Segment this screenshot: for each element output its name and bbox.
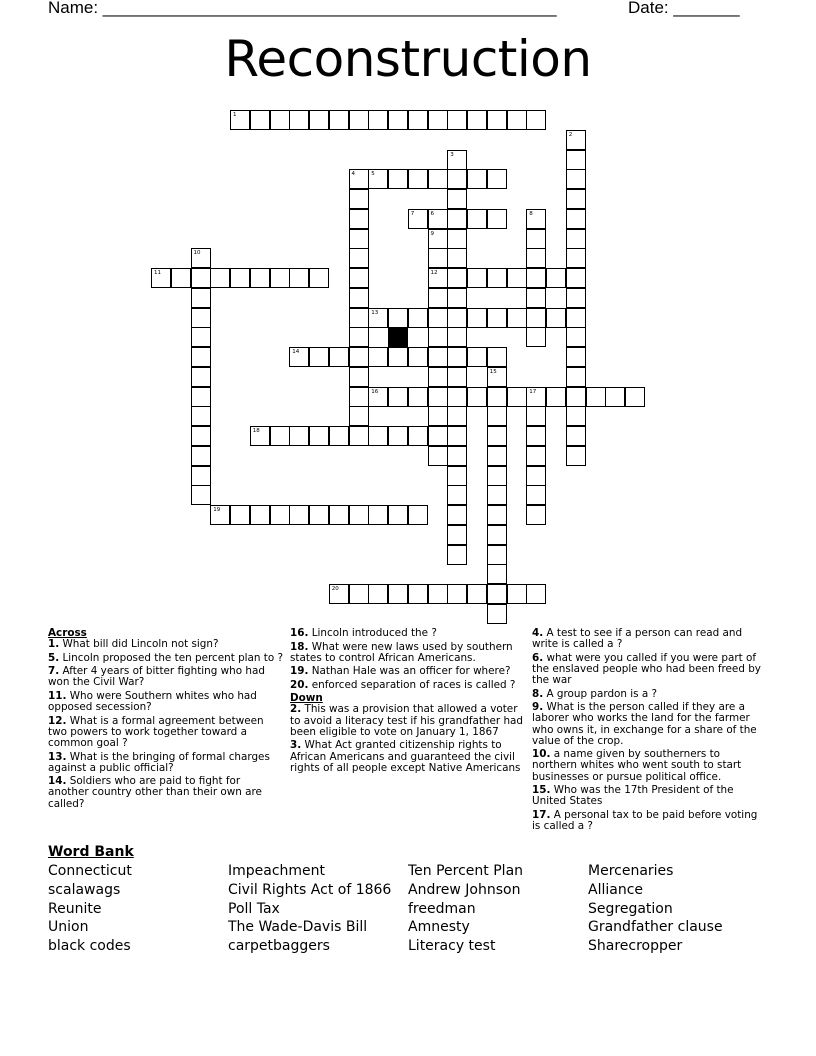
crossword-cell[interactable]: [526, 406, 546, 426]
crossword-cell[interactable]: [408, 584, 428, 604]
crossword-cell[interactable]: [546, 387, 566, 407]
crossword-cell[interactable]: [191, 406, 211, 426]
crossword-cell[interactable]: [487, 426, 507, 446]
crossword-cell[interactable]: [487, 308, 507, 328]
crossword-cell-number: 7: [410, 210, 415, 217]
crossword-cell[interactable]: [349, 327, 369, 347]
crossword-cell[interactable]: [428, 248, 448, 268]
clue-across-20: 20. enforced separation of races is called ?: [290, 678, 516, 691]
clue-across-14: 14. Soldiers who are paid to fight for another country other than their own are called?: [48, 775, 262, 810]
clues-column-3: [532, 628, 764, 835]
crossword-cell[interactable]: [566, 229, 586, 249]
crossword-cell[interactable]: [428, 169, 448, 189]
crossword-cell[interactable]: [546, 308, 566, 328]
crossword-cell[interactable]: [250, 505, 270, 525]
word-bank-item: Reunite: [48, 900, 102, 917]
crossword-cell[interactable]: [349, 189, 369, 209]
crossword-cell[interactable]: [428, 308, 448, 328]
crossword-cell[interactable]: [230, 110, 250, 130]
crossword-cell[interactable]: [349, 584, 369, 604]
crossword-cell[interactable]: [507, 584, 527, 604]
crossword-cell[interactable]: [408, 505, 428, 525]
crossword-cell[interactable]: [526, 485, 546, 505]
crossword-cell[interactable]: [447, 248, 467, 268]
crossword-cell-number: 14: [292, 349, 300, 355]
crossword-cell[interactable]: [408, 387, 428, 407]
crossword-cell[interactable]: [487, 268, 507, 288]
crossword-cell[interactable]: [447, 584, 467, 604]
crossword-cell[interactable]: [447, 347, 467, 367]
word-bank-item: Segregation: [588, 900, 673, 917]
crossword-cell[interactable]: [349, 308, 369, 328]
clue-down-17: 17. A personal tax to be paid before voting is called a ?: [532, 808, 758, 833]
crossword-cell[interactable]: [428, 209, 448, 229]
crossword-cell[interactable]: [329, 110, 349, 130]
crossword-cell[interactable]: [447, 229, 467, 249]
crossword-cell[interactable]: [270, 426, 290, 446]
word-bank-title: Word Bank: [48, 844, 134, 860]
crossword-cell[interactable]: [447, 505, 467, 525]
crossword-cell[interactable]: [447, 209, 467, 229]
crossword-cell[interactable]: [428, 110, 448, 130]
crossword-cell[interactable]: [270, 110, 290, 130]
name-field-label[interactable]: Name: ________________________________________________: [48, 0, 557, 17]
crossword-cell[interactable]: [447, 189, 467, 209]
crossword-cell[interactable]: [428, 387, 448, 407]
crossword-cell[interactable]: [250, 426, 270, 446]
crossword-cell[interactable]: [428, 446, 448, 466]
crossword-cell[interactable]: [408, 169, 428, 189]
crossword-cell[interactable]: [191, 426, 211, 446]
word-bank-item: freedman: [408, 900, 476, 917]
crossword-cell[interactable]: [526, 308, 546, 328]
crossword-cell[interactable]: [349, 209, 369, 229]
clue-across-12: 12. What is a formal agreement between two powers to work together toward a common goal ?: [48, 714, 264, 750]
clue-down-2: 2. This was a provision that allowed a voter to avoid a literacy test if his grandfather had been eligible to vote on January 1, 1867: [290, 703, 524, 738]
crossword-cell[interactable]: [309, 268, 329, 288]
crossword-cell[interactable]: [309, 505, 329, 525]
crossword-cell-number: 8: [529, 210, 533, 217]
crossword-cell-number: 16: [371, 388, 379, 395]
crossword-cell[interactable]: [526, 327, 546, 347]
crossword-cell[interactable]: [349, 110, 369, 130]
clue-across-19: 19. Nathan Hale was an officer for where?: [290, 665, 511, 678]
crossword-cell[interactable]: [566, 268, 586, 288]
down-heading: Down: [290, 692, 323, 705]
crossword-cell[interactable]: [428, 406, 448, 426]
crossword-cell[interactable]: [487, 169, 507, 189]
crossword-cell[interactable]: [388, 308, 408, 328]
crossword-cell[interactable]: [368, 169, 388, 189]
crossword-cell-number: 11: [154, 270, 161, 276]
crossword-block: [388, 327, 408, 347]
crossword-cell-number: 2: [568, 131, 573, 138]
across-heading: Across: [48, 627, 87, 639]
crossword-cell[interactable]: [210, 268, 230, 288]
crossword-cell[interactable]: [507, 268, 527, 288]
crossword-cell[interactable]: [191, 308, 211, 328]
crossword-cell[interactable]: [171, 268, 191, 288]
crossword-cell[interactable]: [349, 406, 369, 426]
crossword-cell[interactable]: [191, 268, 211, 288]
crossword-cell[interactable]: [191, 387, 211, 407]
crossword-cell[interactable]: [349, 288, 369, 308]
crossword-cell[interactable]: [191, 288, 211, 308]
crossword-cell[interactable]: [487, 564, 507, 584]
crossword-cell-number: 15: [489, 368, 497, 375]
page-title: Reconstruction: [224, 30, 592, 88]
crossword-cell[interactable]: [487, 110, 507, 130]
crossword-cell[interactable]: [408, 347, 428, 367]
crossword-cell[interactable]: [526, 209, 546, 229]
crossword-cell[interactable]: [428, 327, 448, 347]
crossword-cell[interactable]: [349, 169, 369, 189]
crossword-cell[interactable]: [368, 347, 388, 367]
clue-across-5: 5. Lincoln proposed the ten percent plan to ?: [48, 651, 284, 664]
crossword-cell[interactable]: [487, 446, 507, 466]
crossword-cell[interactable]: [566, 327, 586, 347]
crossword-cell[interactable]: [487, 604, 507, 624]
crossword-cell[interactable]: [349, 248, 369, 268]
crossword-cell[interactable]: [191, 248, 211, 268]
crossword-cell-number: 1: [233, 112, 237, 118]
crossword-cell[interactable]: [349, 367, 369, 387]
crossword-cell[interactable]: [487, 485, 507, 505]
clue-down-4: 4. A test to see if a person can read and write is called a ?: [532, 627, 743, 651]
crossword-cell[interactable]: [447, 485, 467, 505]
clue-down-3: 3. What Act granted citizenship rights to African Americans and guaranteed the civil rights of all people except Native Americans: [290, 739, 521, 774]
crossword-cell[interactable]: [408, 209, 428, 229]
crossword-cell[interactable]: [289, 347, 309, 367]
crossword-cell[interactable]: [191, 485, 211, 505]
clue-across-13: 13. What is the bringing of formal charges against a public official?: [48, 750, 270, 774]
clue-across-16: 16. Lincoln introduced the ?: [290, 627, 437, 639]
crossword-cell[interactable]: [388, 426, 408, 446]
crossword-cell[interactable]: [408, 110, 428, 130]
crossword-cell[interactable]: [388, 110, 408, 130]
word-bank: [48, 862, 788, 956]
crossword-cell[interactable]: [270, 505, 290, 525]
crossword-cell[interactable]: [447, 387, 467, 407]
crossword-cell[interactable]: [368, 308, 388, 328]
crossword-cell[interactable]: [210, 505, 230, 525]
crossword-cell[interactable]: [289, 110, 309, 130]
crossword-cell-number: 3: [450, 151, 454, 158]
crossword-cell[interactable]: [566, 367, 586, 387]
crossword-cell[interactable]: [349, 426, 369, 446]
crossword-cell[interactable]: [487, 545, 507, 565]
crossword-cell[interactable]: [428, 347, 448, 367]
clue-across-1: 1. What bill did Lincoln not sign?: [48, 638, 219, 651]
crossword-cell[interactable]: [507, 387, 527, 407]
crossword-cell[interactable]: [270, 268, 290, 288]
crossword-cell[interactable]: [566, 446, 586, 466]
crossword-cell[interactable]: [487, 505, 507, 525]
crossword-cell[interactable]: [309, 347, 329, 367]
crossword-cell-number: 5: [371, 171, 375, 178]
crossword-cell[interactable]: [349, 505, 369, 525]
clue-across-18: 18. What were new laws used by southern states to control African Americans.: [290, 640, 513, 664]
word-bank-item: black codes: [48, 938, 131, 955]
crossword-cell[interactable]: [289, 268, 309, 288]
crossword-cell[interactable]: [526, 387, 546, 407]
crossword-cell[interactable]: [447, 327, 467, 347]
crossword-cell[interactable]: [388, 347, 408, 367]
crossword-cell[interactable]: [250, 268, 270, 288]
crossword-cell[interactable]: [428, 268, 448, 288]
crossword-cell[interactable]: [447, 150, 467, 170]
crossword-cell[interactable]: [526, 426, 546, 446]
crossword-cell[interactable]: [566, 347, 586, 367]
word-bank-item: Impeachment: [228, 863, 326, 879]
crossword-cell[interactable]: [368, 387, 388, 407]
crossword-cell[interactable]: [408, 426, 428, 446]
clue-down-6: 6. what were you called if you were part of the enslaved people who had been freed by the war: [532, 651, 761, 687]
clue-down-8: 8. A group pardon is a ?: [532, 687, 658, 700]
word-bank-item: Ten Percent Plan: [408, 863, 524, 879]
crossword-cell[interactable]: [447, 525, 467, 545]
crossword-cell-number: 4: [351, 171, 355, 178]
crossword-cell[interactable]: [250, 110, 270, 130]
crossword-cell-number: 13: [371, 309, 379, 316]
crossword-cell[interactable]: [526, 110, 546, 130]
crossword-cell[interactable]: [428, 288, 448, 308]
crossword-cell[interactable]: [566, 308, 586, 328]
crossword-cell[interactable]: [526, 505, 546, 525]
crossword-cell[interactable]: [309, 110, 329, 130]
crossword-cell[interactable]: [329, 426, 349, 446]
crossword-cell[interactable]: [368, 426, 388, 446]
crossword-cell[interactable]: [526, 288, 546, 308]
crossword-cell[interactable]: [526, 466, 546, 486]
crossword-cell[interactable]: [428, 229, 448, 249]
crossword-cell[interactable]: [566, 130, 586, 150]
crossword-cell[interactable]: [467, 110, 487, 130]
crossword-cell[interactable]: [151, 268, 171, 288]
crossword-cell[interactable]: [191, 466, 211, 486]
crossword-cell[interactable]: [191, 327, 211, 347]
crossword-cell[interactable]: [526, 229, 546, 249]
crossword-cell[interactable]: [289, 505, 309, 525]
clue-across-7: 7. After 4 years of bitter fighting who had won the Civil War?: [48, 665, 265, 689]
crossword-cell[interactable]: [368, 584, 388, 604]
crossword-cell[interactable]: [191, 347, 211, 367]
word-bank-item: Civil Rights Act of 1866: [228, 881, 392, 898]
crossword-cell[interactable]: [566, 150, 586, 170]
crossword-cell[interactable]: [309, 426, 329, 446]
crossword-cell[interactable]: [526, 248, 546, 268]
crossword-cell-number: 6: [430, 210, 434, 217]
crossword-cell[interactable]: [566, 189, 586, 209]
crossword-cell[interactable]: [487, 406, 507, 426]
crossword-cell[interactable]: [289, 426, 309, 446]
clue-down-9: 9. What is the person called if they are a laborer who works the land for the farmer who owns it, in exchange for a share of the value of the crop.: [532, 701, 757, 747]
crossword-cell[interactable]: [191, 446, 211, 466]
crossword-cell[interactable]: [546, 268, 566, 288]
clues-column-1: [48, 628, 284, 812]
crossword-cell[interactable]: [586, 387, 606, 407]
crossword-cell[interactable]: [507, 110, 527, 130]
crossword-cell-number: 9: [430, 230, 434, 237]
crossword-cell[interactable]: [467, 387, 487, 407]
crossword-cell[interactable]: [467, 209, 487, 229]
crossword-cell-number: 20: [331, 586, 339, 592]
crossword-cell[interactable]: [447, 268, 467, 288]
crossword-cell[interactable]: [349, 229, 369, 249]
crossword-cell[interactable]: [447, 406, 467, 426]
crossword-cell[interactable]: [368, 110, 388, 130]
crossword-cell-number: 10: [193, 250, 201, 257]
word-bank-item: Poll Tax: [228, 900, 280, 917]
word-bank-item: scalawags: [48, 881, 121, 898]
crossword-cell[interactable]: [566, 406, 586, 426]
clue-down-15: 15. Who was the 17th President of the United States: [532, 784, 734, 808]
crossword-cell[interactable]: [467, 584, 487, 604]
crossword-cell-number: 12: [430, 270, 438, 276]
crossword-cell[interactable]: [368, 505, 388, 525]
crossword-cell-number: 17: [529, 388, 537, 395]
word-bank-item: carpetbaggers: [228, 938, 330, 955]
clues-column-2: [290, 628, 526, 776]
crossword-cell[interactable]: [388, 505, 408, 525]
crossword-cell[interactable]: [507, 308, 527, 328]
crossword-cell[interactable]: [467, 268, 487, 288]
crossword-cell[interactable]: [428, 584, 448, 604]
crossword-cell[interactable]: [467, 347, 487, 367]
crossword-cell[interactable]: [447, 288, 467, 308]
crossword-cell[interactable]: [566, 209, 586, 229]
crossword-cell[interactable]: [447, 169, 467, 189]
crossword-cell[interactable]: [566, 387, 586, 407]
crossword-cell[interactable]: [487, 347, 507, 367]
word-bank-item: Amnesty: [408, 919, 470, 936]
crossword-cell[interactable]: [447, 446, 467, 466]
crossword-cell[interactable]: [329, 584, 349, 604]
crossword-cell[interactable]: [625, 387, 645, 407]
crossword-cell[interactable]: [605, 387, 625, 407]
crossword-cell[interactable]: [447, 466, 467, 486]
word-bank-item: The Wade-Davis Bill: [228, 919, 368, 936]
word-bank-item: Connecticut: [48, 863, 132, 879]
crossword-cell[interactable]: [487, 584, 507, 604]
crossword-cell[interactable]: [526, 446, 546, 466]
crossword-cell[interactable]: [467, 169, 487, 189]
crossword-cell[interactable]: [428, 367, 448, 387]
crossword-cell[interactable]: [329, 505, 349, 525]
crossword-cell[interactable]: [467, 308, 487, 328]
crossword-cell[interactable]: [447, 110, 467, 130]
crossword-cell[interactable]: [566, 248, 586, 268]
word-bank-item: Andrew Johnson: [408, 881, 521, 898]
crossword-cell-number: 18: [252, 428, 260, 434]
crossword-cell[interactable]: [230, 268, 250, 288]
crossword-cell[interactable]: [447, 367, 467, 387]
clue-down-10: 10. a name given by southerners to northern whites who went south to start businesses or pursue political office.: [532, 748, 742, 783]
crossword-cell[interactable]: [349, 387, 369, 407]
crossword-cell[interactable]: [566, 169, 586, 189]
crossword-cell[interactable]: [526, 268, 546, 288]
crossword-cell[interactable]: [487, 209, 507, 229]
crossword-cell[interactable]: [566, 288, 586, 308]
word-bank-item: Grandfather clause: [588, 919, 723, 936]
crossword-cell[interactable]: [388, 387, 408, 407]
crossword-cell[interactable]: [487, 525, 507, 545]
crossword-cell[interactable]: [329, 347, 349, 367]
word-bank-item: Literacy test: [408, 938, 496, 955]
word-bank-item: Alliance: [588, 881, 644, 898]
crossword-cell[interactable]: [447, 545, 467, 565]
crossword-cell[interactable]: [349, 268, 369, 288]
crossword-cell[interactable]: [388, 584, 408, 604]
crossword-cell[interactable]: [230, 505, 250, 525]
word-bank-item: Sharecropper: [588, 938, 683, 955]
crossword-cell[interactable]: [487, 466, 507, 486]
crossword-cell[interactable]: [388, 169, 408, 189]
crossword-cell[interactable]: [349, 347, 369, 367]
word-bank-item: Union: [48, 919, 89, 936]
word-bank-item: Mercenaries: [588, 863, 674, 879]
crossword-cell[interactable]: [566, 426, 586, 446]
crossword-cell[interactable]: [487, 367, 507, 387]
crossword-cell[interactable]: [447, 426, 467, 446]
crossword-cell[interactable]: [428, 426, 448, 446]
crossword-cell[interactable]: [447, 308, 467, 328]
crossword-cell[interactable]: [191, 367, 211, 387]
date-field-label[interactable]: Date: _______: [628, 0, 740, 17]
crossword-cell-number: 19: [213, 507, 221, 513]
crossword-cell[interactable]: [487, 387, 507, 407]
crossword-cell[interactable]: [408, 308, 428, 328]
crossword-cell[interactable]: [526, 584, 546, 604]
clue-across-11: 11. Who were Southern whites who had opposed secession?: [48, 689, 257, 714]
